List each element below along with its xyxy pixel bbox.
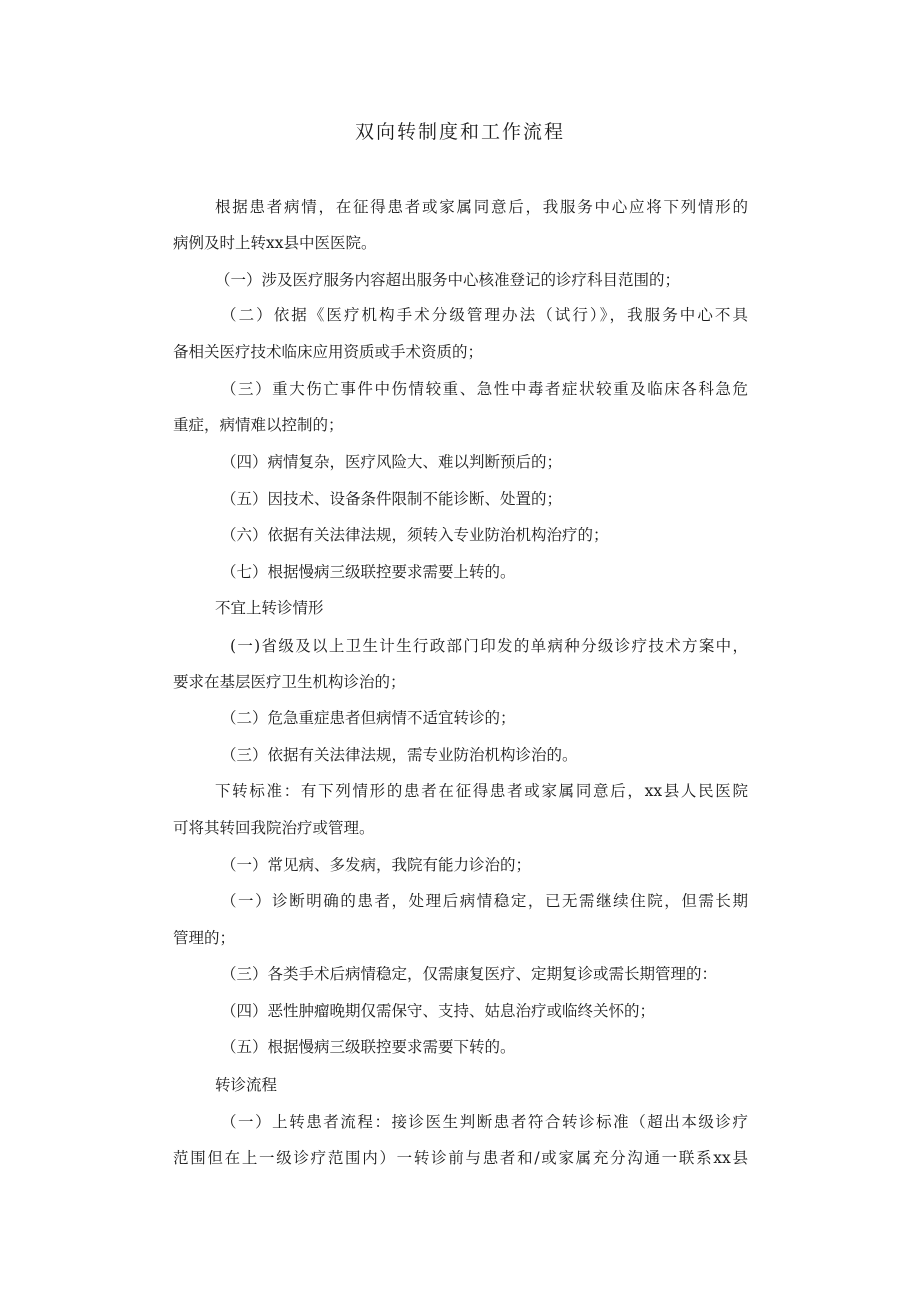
paragraph-line: 下转标准：有下列情形的患者在征得患者或家属同意后，xx县人民医院 [215, 782, 748, 800]
list-item: （三）依据有关法律法规，需专业防治机构诊治的。 [221, 746, 578, 764]
list-item: （七）根据慢病三级联控要求需要上转的。 [221, 563, 516, 581]
list-item: （四）恶性肿瘤晚期仅需保守、支持、姑息治疗或临终关怀的； [221, 1002, 656, 1020]
paragraph-line: 病例及时上转xx县中医医院。 [173, 234, 377, 252]
section-heading: 转诊流程 [215, 1076, 278, 1094]
list-item-continuation: 范围但在上一级诊疗范围内）一转诊前与患者和/或家属充分沟通一联系xx县 [173, 1149, 748, 1167]
list-item: （一）涉及医疗服务内容超出服务中心核准登记的诊疗科目范围的； [215, 271, 681, 289]
paragraph-line: 可将其转回我院治疗或管理。 [173, 819, 375, 837]
list-item: （三）重大伤亡事件中伤情较重、急性中毒者症状较重及临床各科急危 [221, 380, 748, 398]
list-item: （五）因技术、设备条件限制不能诊断、处置的； [221, 490, 563, 508]
list-item-continuation: 备相关医疗技术临床应用资质或手术资质的； [173, 343, 484, 361]
list-item: （二）依据《医疗机构手术分级管理办法（试行）》，我服务中心不具 [221, 306, 748, 324]
list-item: （一）常见病、多发病，我院有能力诊治的； [221, 856, 532, 874]
list-item: （五）根据慢病三级联控要求需要下转的。 [221, 1038, 516, 1056]
section-heading: 不宜上转诊情形 [215, 599, 324, 617]
list-item-continuation: 重症，病情难以控制的； [173, 416, 344, 434]
list-item: （六）依据有关法律法规，须转入专业防治机构治疗的； [221, 526, 609, 544]
list-item: （一）上转患者流程：接诊医生判断患者符合转诊标准（超出本级诊疗 [221, 1113, 748, 1131]
list-item: (一)省级及以上卫生计生行政部门印发的单病种分级诊疗技术方案中， [230, 637, 748, 655]
list-item-continuation: 管理的； [173, 929, 236, 947]
list-item: （二）危急重症患者但病情不适宜转诊的； [221, 709, 516, 727]
paragraph-line: 根据患者病情，在征得患者或家属同意后，我服务中心应将下列情形的 [215, 198, 748, 216]
list-item: （四）病情复杂，医疗风险大、难以判断预后的； [221, 453, 563, 471]
list-item-continuation: 要求在基层医疗卫生机构诊治的； [173, 673, 406, 691]
list-item: （一）诊断明确的患者，处理后病情稳定，已无需继续住院，但需长期 [221, 892, 748, 910]
list-item: （三）各类手术后病情稳定，仅需康复医疗、定期复诊或需长期管理的： [221, 965, 718, 983]
document-title: 双向转制度和工作流程 [354, 121, 565, 143]
